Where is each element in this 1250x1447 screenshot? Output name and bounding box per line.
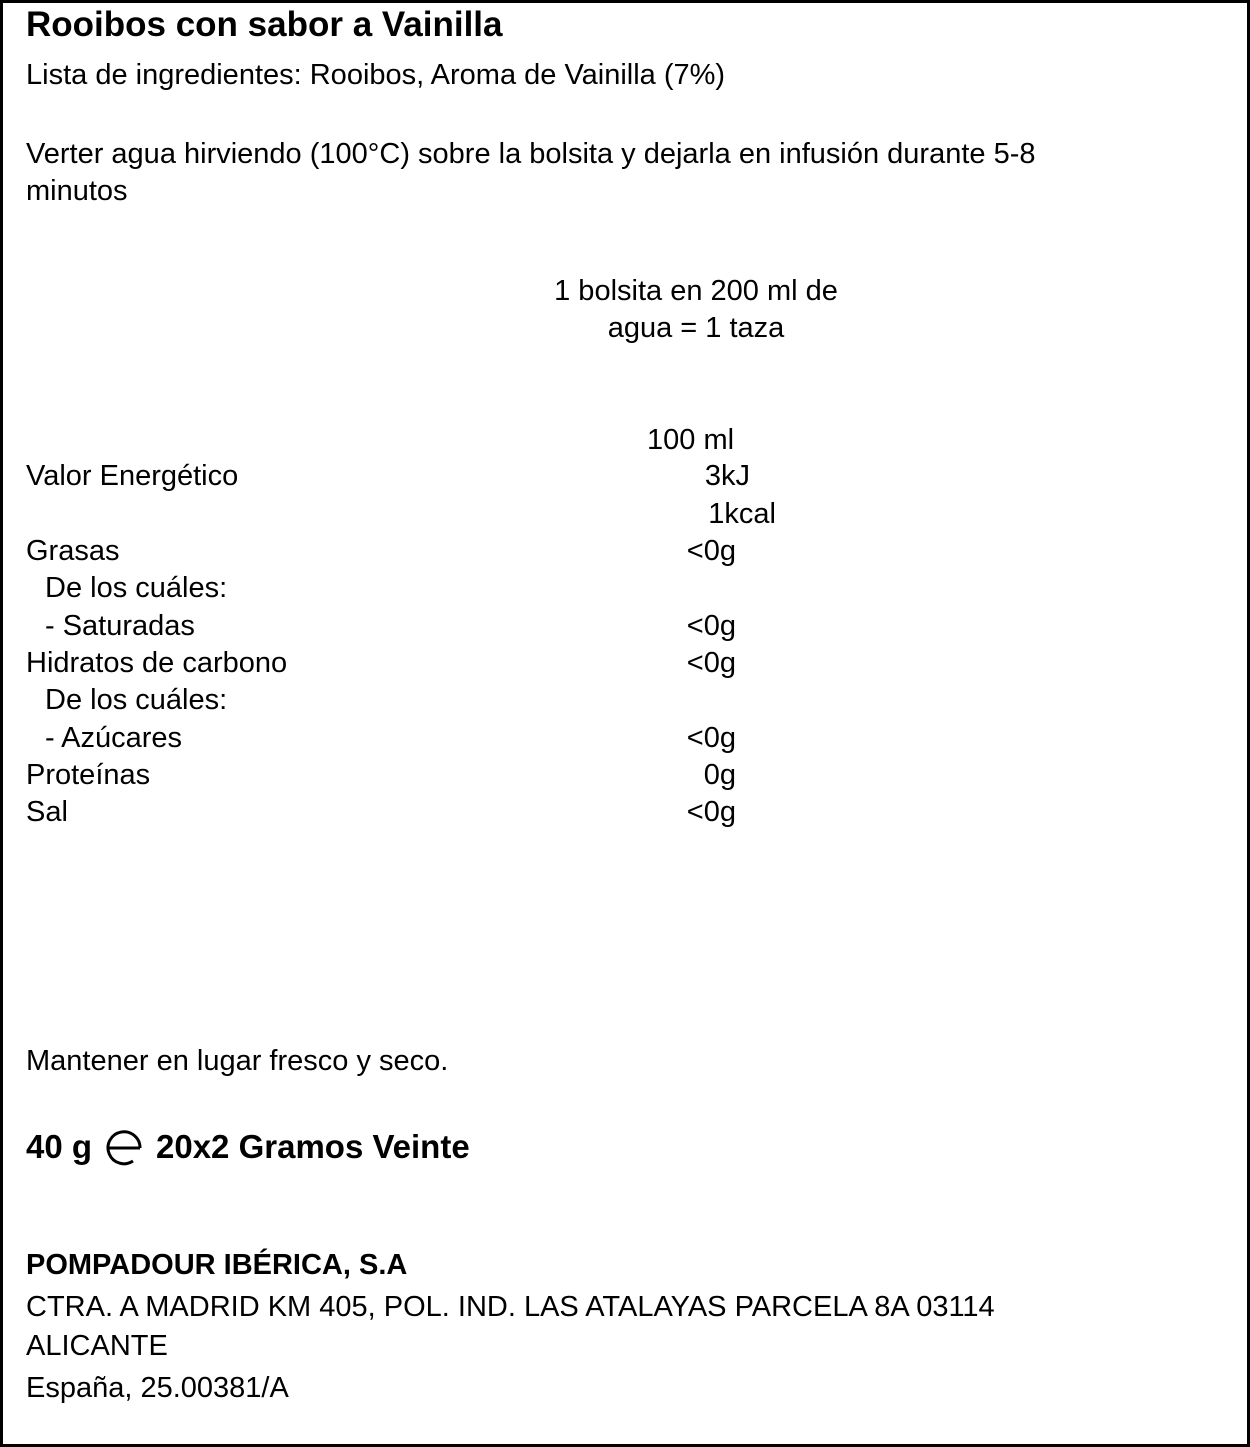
company-country-registration: España, 25.00381/A bbox=[26, 1372, 289, 1404]
nutrition-sublabel: De los cuáles: bbox=[45, 684, 228, 716]
nutrition-value: 1kcal bbox=[708, 498, 776, 530]
company-name: POMPADOUR IBÉRICA, S.A bbox=[26, 1249, 408, 1281]
company-address: CTRA. A MADRID KM 405, POL. IND. LAS ATALAYAS PARCELA 8A 03114 bbox=[26, 1291, 995, 1323]
company-city: ALICANTE bbox=[26, 1330, 168, 1362]
serving-size-line2: agua = 1 taza bbox=[607, 312, 785, 344]
serving-size-line1: 1 bolsita en 200 ml de bbox=[554, 275, 838, 307]
estimated-sign-icon bbox=[103, 1128, 143, 1168]
nutrition-sublabel: - Saturadas bbox=[45, 610, 195, 642]
nutrition-value: <0g bbox=[686, 535, 736, 567]
net-weight: 40 g bbox=[26, 1128, 93, 1165]
preparation-instructions-continued: minutos bbox=[26, 175, 128, 207]
product-title: Rooibos con sabor a Vainilla bbox=[26, 5, 503, 44]
nutrition-sublabel: - Azúcares bbox=[45, 722, 182, 754]
nutrition-value: <0g bbox=[686, 610, 736, 642]
weight-detail: 20x2 Gramos Veinte bbox=[156, 1128, 470, 1165]
nutrition-label: Valor Energético bbox=[26, 460, 239, 492]
nutrition-column-header: 100 ml bbox=[647, 424, 735, 456]
nutrition-sublabel: De los cuáles: bbox=[45, 572, 228, 604]
preparation-instructions: Verter agua hirviendo (100°C) sobre la bolsita y dejarla en infusión durante 5-8 bbox=[26, 138, 1036, 170]
ingredients-list: Lista de ingredientes: Rooibos, Aroma de Vainilla (7%) bbox=[26, 59, 726, 91]
nutrition-label: Grasas bbox=[26, 535, 120, 567]
nutrition-label: Proteínas bbox=[26, 759, 151, 791]
nutrition-value: <0g bbox=[686, 647, 736, 679]
nutrition-value: <0g bbox=[686, 722, 736, 754]
storage-instructions: Mantener en lugar fresco y seco. bbox=[26, 1045, 449, 1077]
nutrition-value: 0g bbox=[703, 759, 736, 791]
nutrition-value: <0g bbox=[686, 796, 736, 828]
nutrition-label: Hidratos de carbono bbox=[26, 647, 288, 679]
nutrition-label: Sal bbox=[26, 796, 68, 828]
nutrition-value: 3kJ bbox=[704, 460, 750, 492]
